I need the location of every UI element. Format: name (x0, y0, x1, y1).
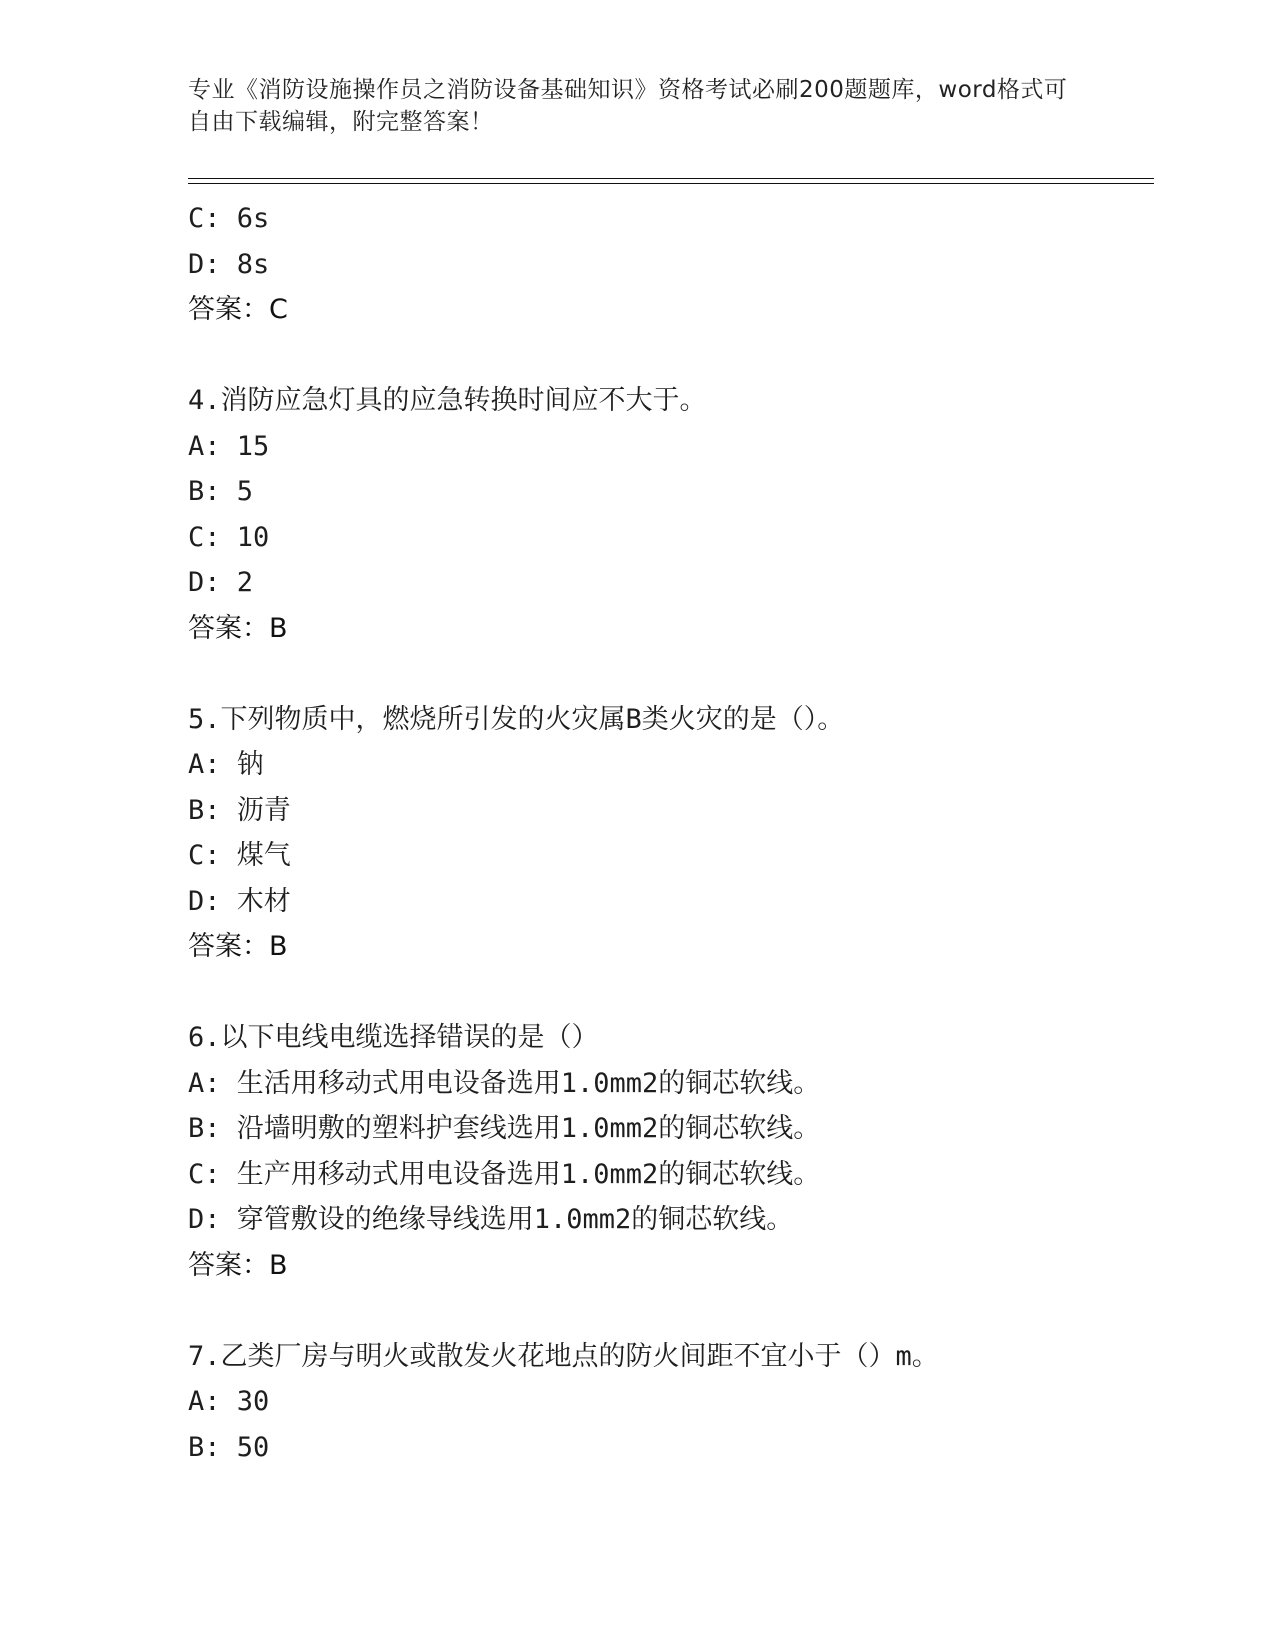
option-c: C: 6s (188, 203, 270, 234)
spacer (188, 651, 1168, 697)
question-stem: 7.乙类厂房与明火或散发火花地点的防火间距不宜小于（）m。 (188, 1340, 939, 1372)
option-d: D: 穿管敷设的绝缘导线选用1.0mm2的铜芯软线。 (188, 1204, 794, 1235)
header-rule-bottom (188, 183, 1154, 184)
option-b: B: 沥青 (188, 794, 291, 826)
question-stem: 5.下列物质中，燃烧所引发的火灾属B类火灾的是（）。 (188, 703, 845, 735)
spacer (188, 333, 1168, 379)
option-c: C: 10 (188, 521, 270, 553)
option-a: A: 30 (188, 1386, 270, 1417)
spacer (188, 970, 1168, 1016)
option-d: D: 2 (188, 567, 254, 598)
option-a: A: 钠 (188, 749, 264, 780)
question-5 (188, 697, 1168, 970)
question-4 (188, 378, 1168, 651)
option-a: A: 15 (188, 430, 270, 462)
option-c: C: 生产用移动式用电设备选用1.0mm2的铜芯软线。 (188, 1158, 821, 1190)
header-rule-top (188, 178, 1154, 179)
document-header: 专业《消防设施操作员之消防设备基础知识》资格考试必刷200题题库，word格式可自由下载编辑，附完整答案！ (188, 77, 1068, 135)
question-6 (188, 1015, 1168, 1288)
answer-line: 答案：C (188, 294, 288, 325)
spacer (188, 1288, 1168, 1334)
answer-line: 答案：B (188, 931, 288, 962)
option-b: B: 沿墙明敷的塑料护套线选用1.0mm2的铜芯软线。 (188, 1113, 821, 1144)
question-list (188, 196, 1168, 1470)
option-d: D: 木材 (188, 885, 291, 917)
question-7 (188, 1334, 1168, 1471)
answer-line: 答案：B (188, 612, 288, 644)
option-a: A: 生活用移动式用电设备选用1.0mm2的铜芯软线。 (188, 1067, 821, 1099)
question-3-tail (188, 196, 1168, 333)
question-stem: 4.消防应急灯具的应急转换时间应不大于。 (188, 385, 707, 416)
option-c: C: 煤气 (188, 840, 291, 871)
question-stem: 6.以下电线电缆选择错误的是（） (188, 1022, 599, 1053)
option-d: D: 8s (188, 248, 270, 280)
option-b: B: 50 (188, 1431, 270, 1463)
option-b: B: 5 (188, 476, 254, 507)
answer-line: 答案：B (188, 1249, 288, 1281)
